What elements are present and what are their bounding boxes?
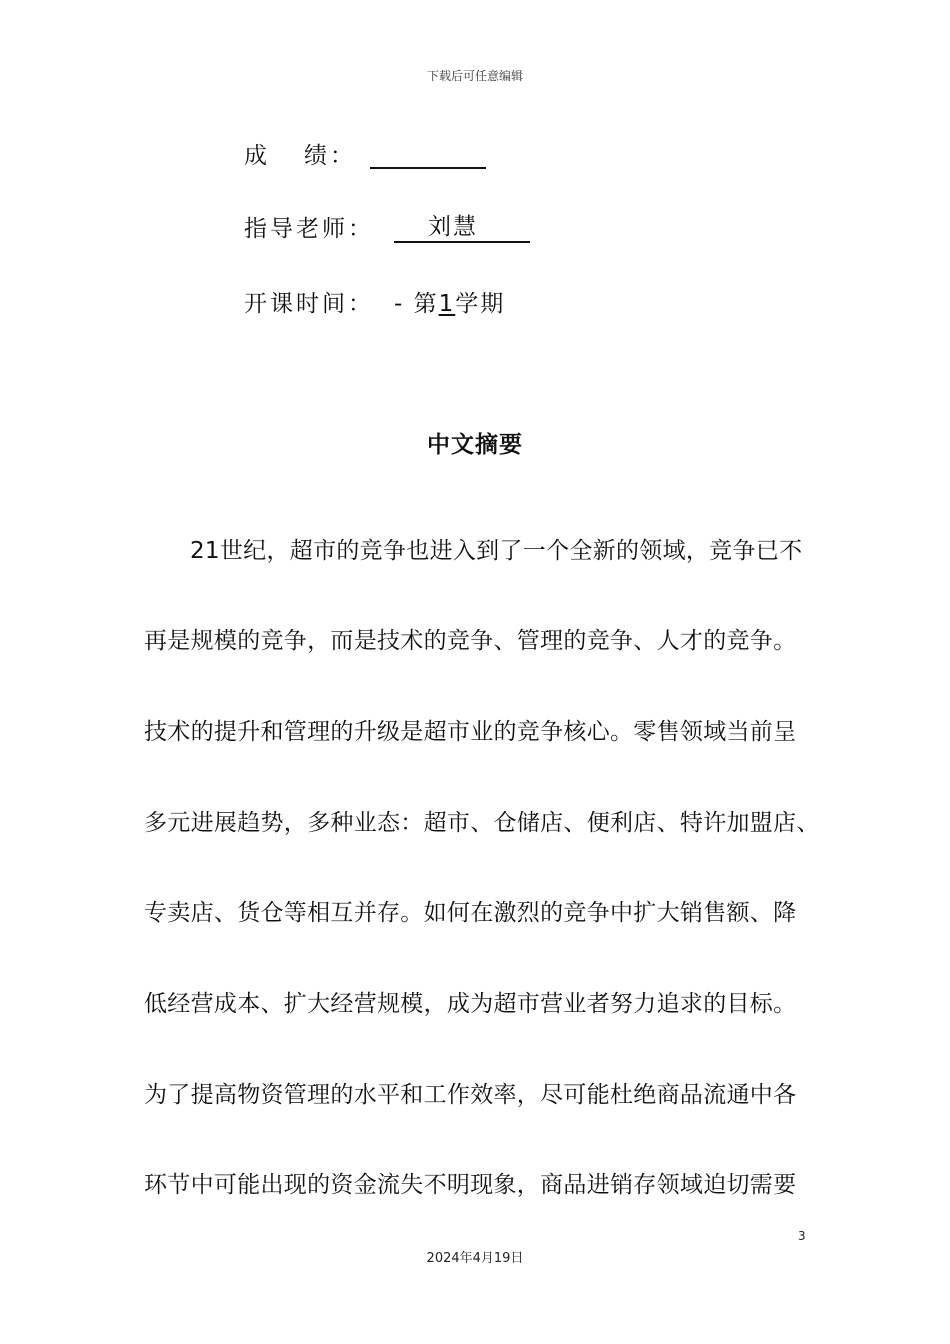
teacher-field	[244, 209, 530, 243]
grade-blank-line	[370, 141, 486, 169]
grade-label-first: 成	[244, 143, 270, 169]
abstract-line-3: 技术的提升和管理的升级是超市业的竞争核心。零售领域当前呈	[144, 719, 797, 745]
course-time-number: 1	[438, 291, 456, 317]
teacher-label: 指导老师：	[244, 216, 374, 242]
course-time-field	[244, 284, 505, 318]
course-time-suffix: 学期	[455, 291, 506, 317]
page-number: 3	[798, 1229, 806, 1243]
teacher-value: 刘慧	[394, 208, 530, 243]
abstract-line-2: 再是规模的竞争，而是技术的竞争、管理的竞争、人才的竞争。	[144, 628, 797, 654]
abstract-line-7: 为了提高物资管理的水平和工作效率，尽可能杜绝商品流通中各	[144, 1082, 797, 1108]
course-time-value	[394, 285, 505, 318]
course-time-prefix: - 第	[394, 291, 439, 317]
abstract-title: 中文摘要	[427, 432, 523, 458]
course-time-label: 开课时间：	[244, 291, 374, 317]
abstract-line-6: 低经营成本、扩大经营规模，成为超市营业者努力追求的目标。	[144, 991, 797, 1017]
abstract-line-4: 多元进展趋势，多种业态：超市、仓储店、便利店、特许加盟店、	[144, 810, 820, 836]
abstract-line-1: 21世纪，超市的竞争也进入到了一个全新的领域，竞争已不	[190, 538, 803, 564]
footer-date: 2024年4月19日	[426, 1251, 524, 1266]
header-note: 下载后可任意编辑	[426, 69, 523, 83]
grade-label-second: 绩：	[304, 143, 356, 169]
grade-field	[244, 136, 486, 170]
abstract-line-5: 专卖店、货仓等相互并存。如何在激烈的竞争中扩大销售额、降	[144, 900, 797, 926]
abstract-line-8: 环节中可能出现的资金流失不明现象，商品进销存领域迫切需要	[144, 1172, 797, 1198]
